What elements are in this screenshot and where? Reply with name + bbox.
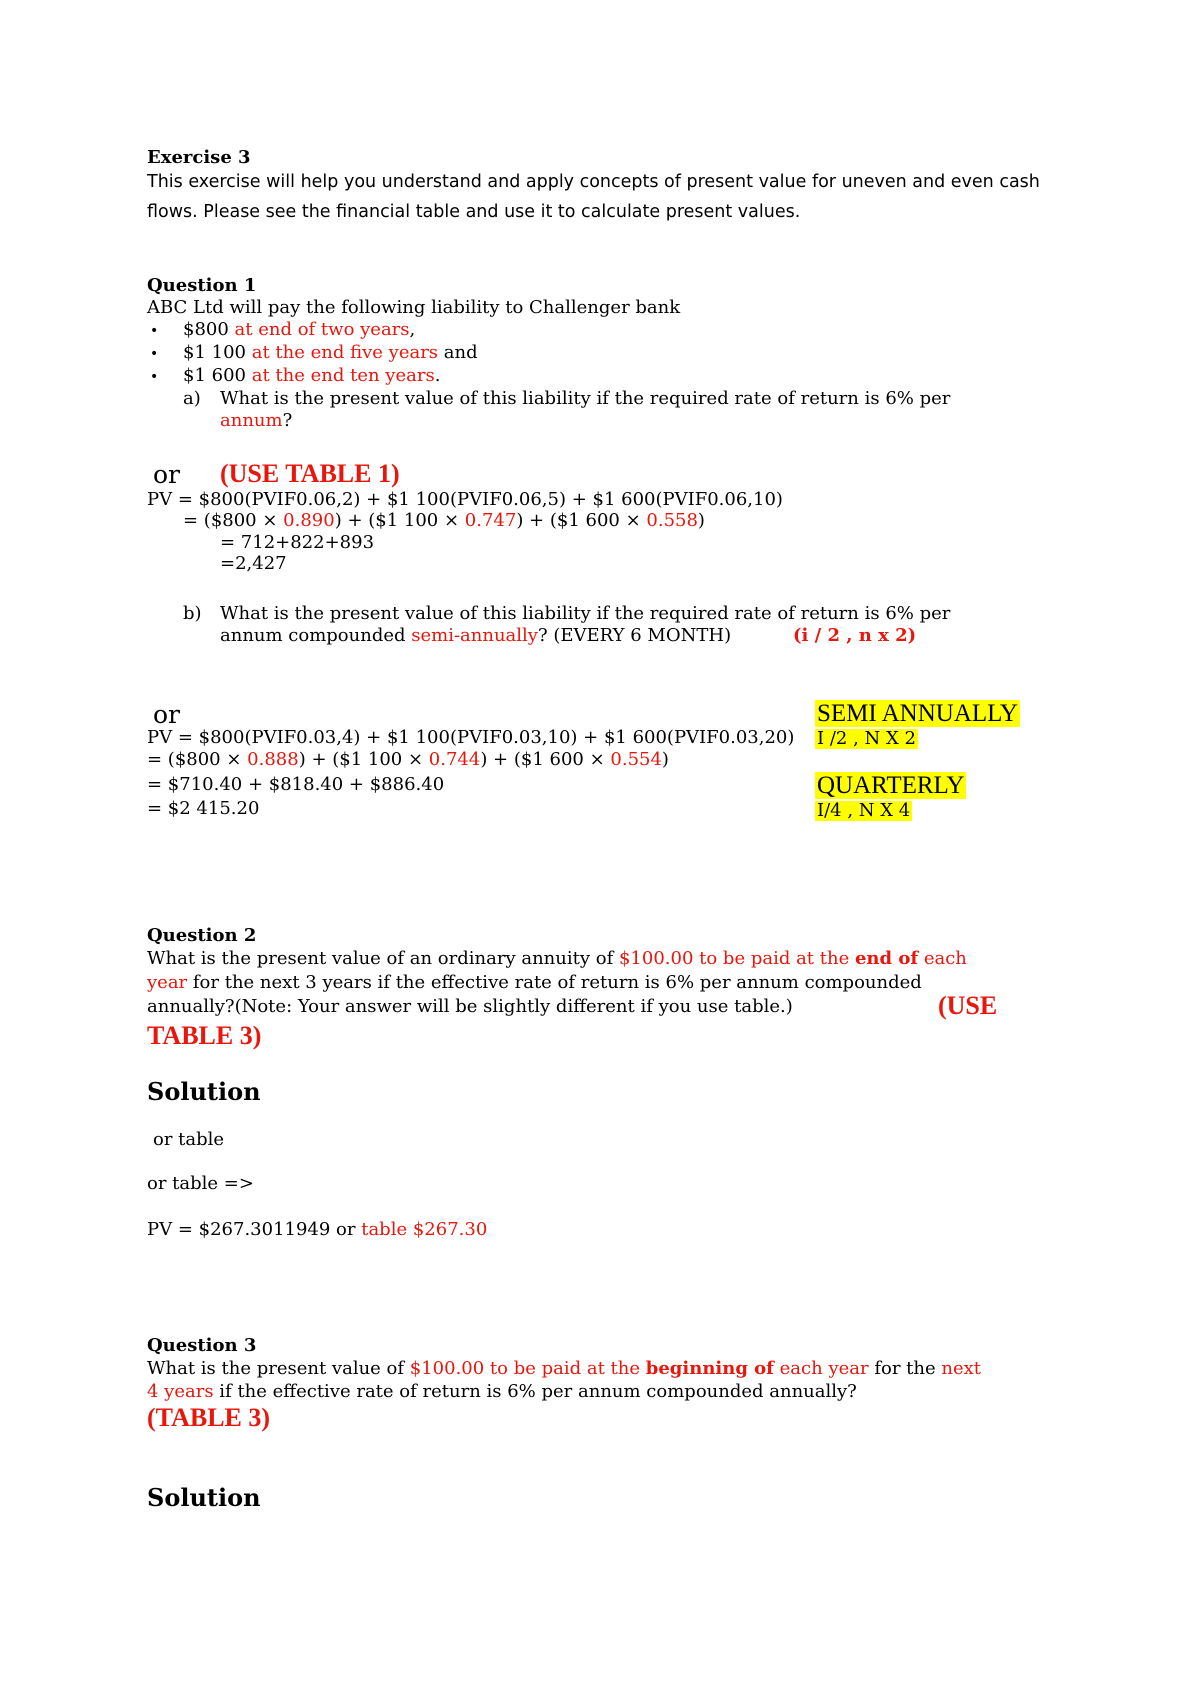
semi-annually-note: SEMI ANNUALLY xyxy=(817,700,1018,727)
pv-a-line-2: = ($800 × 0.890) + ($1 100 × 0.747) + ($1 600 × 0.558) xyxy=(183,510,705,531)
exercise-intro-line-1: This exercise will help you understand and apply concepts of present value for uneven and even cash xyxy=(147,172,1040,192)
pv-a-line-3: = 712+822+893 xyxy=(220,532,375,553)
quarterly-rule: I/4 , N X 4 xyxy=(817,800,911,821)
pv-b-line-1: PV = $800(PVIF0.03,4) + $1 100(PVIF0.03,10) + $1 600(PVIF0.03,20) xyxy=(147,727,795,748)
table-3-label-q3: (TABLE 3) xyxy=(147,1403,271,1432)
part-b-question-line-2: annum compounded semi-annually? (EVERY 6 MONTH) xyxy=(220,625,732,646)
semi-annually-rule: I /2 , N X 2 xyxy=(817,728,916,749)
question-2-line-2: year for the next 3 years if the effective rate of return is 6% per annum compounded xyxy=(147,972,922,993)
question-3-line-2: 4 years if the effective rate of return is 6% per annum compounded annually? xyxy=(147,1381,857,1402)
part-b-question-line-1: What is the present value of this liability if the required rate of return is 6% per xyxy=(220,603,951,624)
or-table-line-2: or table => xyxy=(147,1173,254,1194)
part-a-label: a) xyxy=(183,388,201,409)
question-3-title: Question 3 xyxy=(147,1335,257,1356)
quarterly-note: QUARTERLY xyxy=(817,772,965,799)
bullet-item-3: $1 600 at the end ten years. xyxy=(183,365,441,386)
question-2-line-3: annually?(Note: Your answer will be slightly different if you use table.) xyxy=(147,996,793,1017)
pv-b-line-2: = ($800 × 0.888) + ($1 100 × 0.744) + ($1 600 × 0.554) xyxy=(147,749,669,770)
bullet-item-1: $800 at end of two years, xyxy=(183,319,416,340)
semi-annual-formula: (i / 2 , n x 2) xyxy=(793,625,917,646)
bullet-icon: • xyxy=(150,346,159,362)
question-3-line-1: What is the present value of $100.00 to be paid at the beginning of each year for the next xyxy=(147,1358,981,1379)
question-2-line-1: What is the present value of an ordinary annuity of $100.00 to be paid at the end of each xyxy=(147,948,967,969)
or-label-a: or xyxy=(153,460,181,489)
pv-b-line-4: = $2 415.20 xyxy=(147,798,260,819)
use-label-q2: (USE xyxy=(938,991,998,1020)
table-3-label-q2: TABLE 3) xyxy=(147,1021,262,1050)
bullet-icon: • xyxy=(150,323,159,339)
exercise-title: Exercise 3 xyxy=(147,147,251,168)
bullet-icon: • xyxy=(150,369,159,385)
pv-a-line-4: =2,427 xyxy=(220,553,287,574)
part-a-question-line-2: annum? xyxy=(220,410,293,431)
or-label-b: or xyxy=(153,700,181,729)
pv-q2-answer: PV = $267.3011949 or table $267.30 xyxy=(147,1219,488,1240)
bullet-item-2: $1 100 at the end five years and xyxy=(183,342,478,363)
part-a-question-line-1: What is the present value of this liability if the required rate of return is 6% per xyxy=(220,388,951,409)
question-1-line: ABC Ltd will pay the following liability to Challenger bank xyxy=(147,297,681,318)
or-table-line-1: or table xyxy=(153,1129,225,1150)
part-b-label: b) xyxy=(183,603,202,624)
question-2-title: Question 2 xyxy=(147,925,257,946)
pv-a-line-1: PV = $800(PVIF0.06,2) + $1 100(PVIF0.06,5) + $1 600(PVIF0.06,10) xyxy=(147,489,783,510)
question-1-title: Question 1 xyxy=(147,275,257,296)
use-table-1-label: (USE TABLE 1) xyxy=(220,459,400,488)
exercise-intro-line-2: flows. Please see the financial table and use it to calculate present values. xyxy=(147,202,801,222)
pv-b-line-3: = $710.40 + $818.40 + $886.40 xyxy=(147,774,445,795)
solution-heading-q2: Solution xyxy=(147,1077,261,1106)
solution-heading-q3: Solution xyxy=(147,1483,261,1512)
